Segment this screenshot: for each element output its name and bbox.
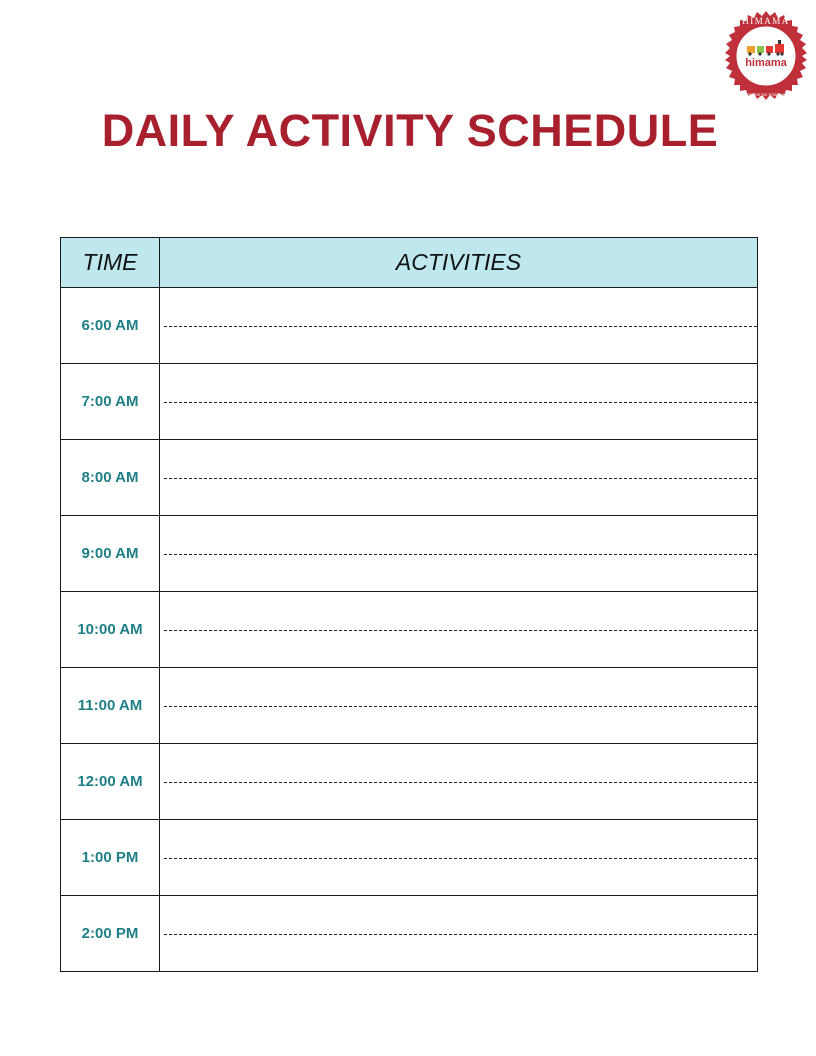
schedule-table — [60, 237, 758, 972]
time-slot-label: 12:00 AM — [61, 744, 160, 820]
activity-entry-cell[interactable] — [160, 820, 758, 896]
activity-entry-cell[interactable] — [160, 592, 758, 668]
page-title: DAILY ACTIVITY SCHEDULE — [101, 105, 719, 156]
table-row — [61, 364, 758, 440]
time-slot-label: 2:00 PM — [61, 896, 160, 972]
time-slot-label: 6:00 AM — [61, 288, 160, 364]
table-row — [61, 744, 758, 820]
time-slot-label: 8:00 AM — [61, 440, 160, 516]
activity-entry-cell[interactable] — [160, 744, 758, 820]
activity-entry-cell[interactable] — [160, 668, 758, 744]
seal-tagline: SOFTWARE FOR THE TOTAL CHILDCARE — [734, 93, 798, 97]
time-slot-label: 10:00 AM — [61, 592, 160, 668]
table-row — [61, 440, 758, 516]
brand-wordmark: himama — [745, 57, 787, 69]
activity-entry-cell[interactable] — [160, 896, 758, 972]
dashed-writing-line — [164, 782, 757, 783]
himama-logo-seal — [720, 10, 812, 102]
activities-column-header: ACTIVITIES — [160, 238, 758, 288]
time-slot-label: 1:00 PM — [61, 820, 160, 896]
activity-entry-cell[interactable] — [160, 440, 758, 516]
time-slot-label: 9:00 AM — [61, 516, 160, 592]
dashed-writing-line — [164, 478, 757, 479]
dashed-writing-line — [164, 554, 757, 555]
dashed-writing-line — [164, 858, 757, 859]
seal-ring-text: HIMAMA — [742, 16, 790, 26]
activity-entry-cell[interactable] — [160, 516, 758, 592]
activity-entry-cell[interactable] — [160, 288, 758, 364]
dashed-writing-line — [164, 630, 757, 631]
table-row — [61, 592, 758, 668]
dashed-writing-line — [164, 402, 757, 403]
table-row — [61, 668, 758, 744]
schedule-body — [61, 288, 758, 972]
table-row — [61, 896, 758, 972]
activity-entry-cell[interactable] — [160, 364, 758, 440]
time-column-header: TIME — [61, 238, 160, 288]
table-row — [61, 288, 758, 364]
table-row — [61, 516, 758, 592]
dashed-writing-line — [164, 934, 757, 935]
time-slot-label: 11:00 AM — [61, 668, 160, 744]
dashed-writing-line — [164, 706, 757, 707]
time-slot-label: 7:00 AM — [61, 364, 160, 440]
header-row — [61, 238, 758, 288]
table-row — [61, 820, 758, 896]
dashed-writing-line — [164, 326, 757, 327]
